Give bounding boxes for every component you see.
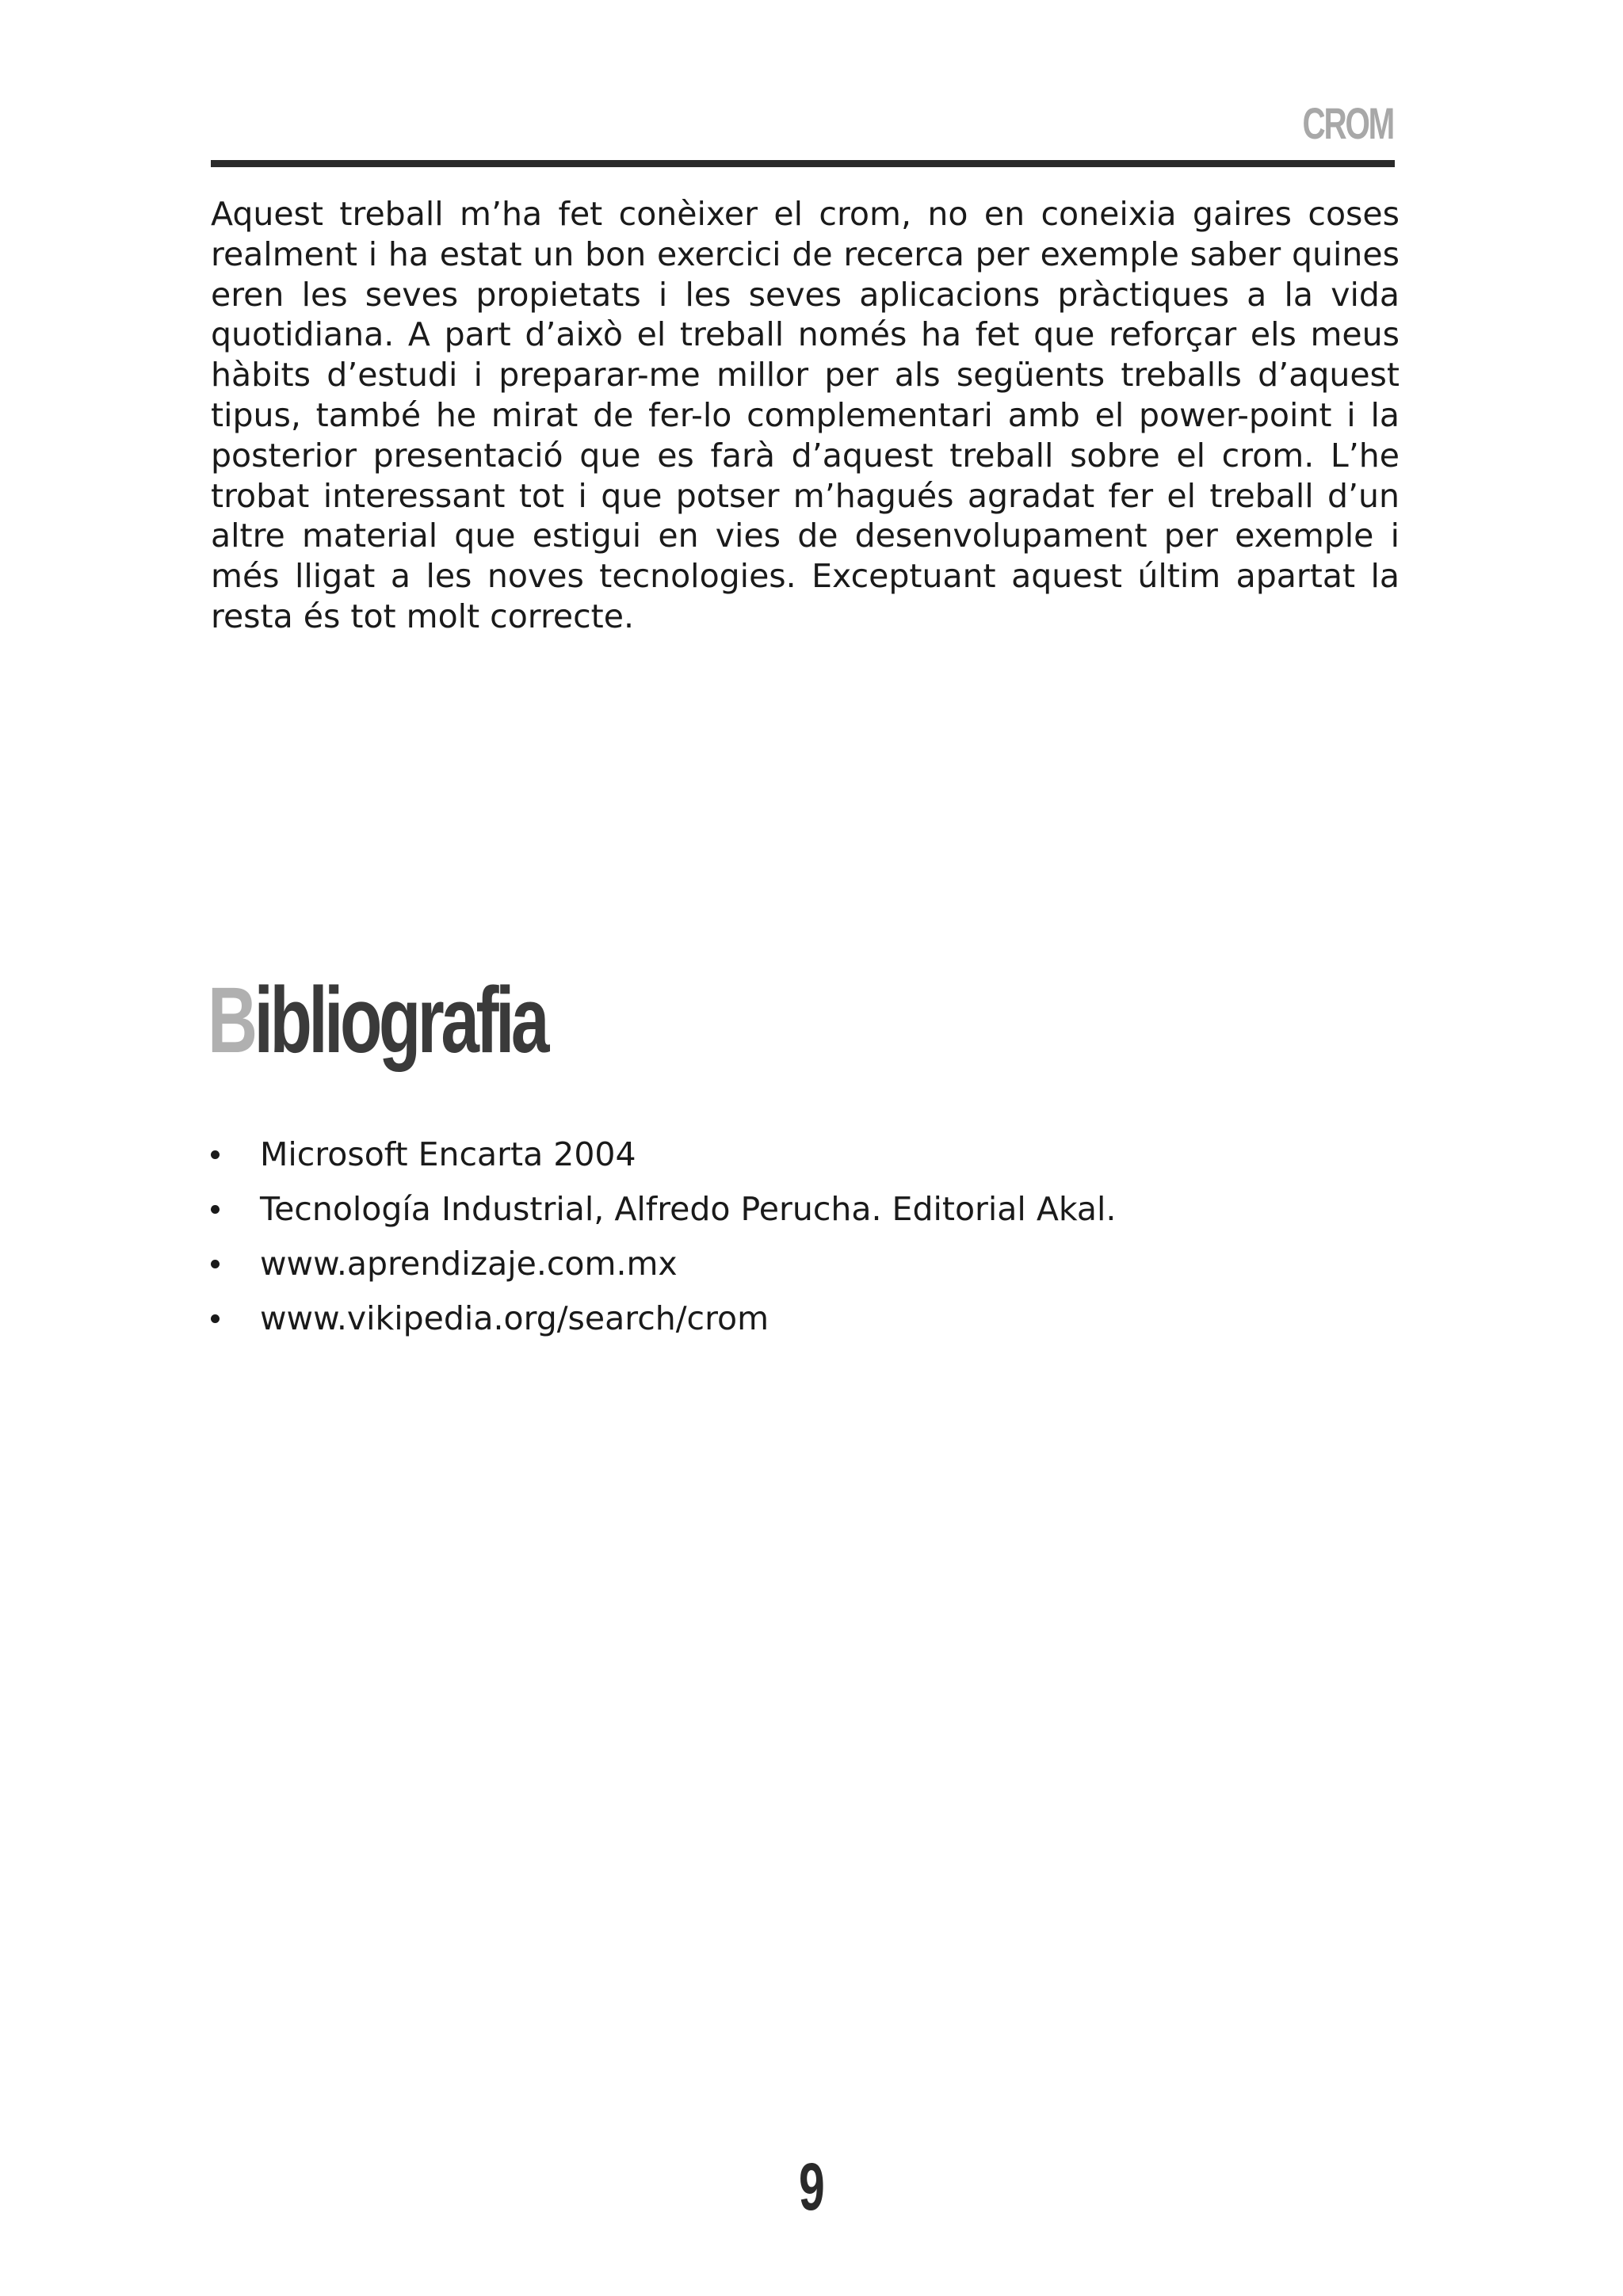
bibliography-heading-rest: ibliografia: [254, 968, 547, 1074]
bullet-icon: [211, 1150, 220, 1159]
bibliography-item: [211, 1133, 1116, 1188]
bibliography-item: [211, 1188, 1116, 1242]
running-header-title: CROM: [1302, 98, 1393, 148]
header-rule: [211, 160, 1395, 167]
bibliography-item: [211, 1242, 1116, 1297]
bibliography-item-text: www.aprendizaje.com.mx: [260, 1245, 678, 1283]
conclusion-paragraph: Aquest treball m’ha fet conèixer el crom, no en coneixia gaires coses realment i ha estat un bon exercici de recerca per exemple saber quines eren les seves propietats i les seves aplicacions pràctiques a la vida quotidiana. A part d’això el treball només ha fet que reforçar els meus hàbits d’estudi i preparar-me millor per als següents treballs d’aquest tipus, també he mirat de fer-lo complementari amb el power-point i la posterior presentació que es farà d’aquest treball sobre el crom. L’he trobat interessant tot i que potser m’hagués agradat fer el treball d’un altre material que estigui en vies de desenvolupament per exemple i més lligat a les noves tecnologies. Exceptuant aquest últim apartat la resta és tot molt correcte.: [211, 195, 1400, 635]
bibliography-list: [211, 1133, 1116, 1352]
bibliography-item-text: Tecnología Industrial, Alfredo Perucha. Editorial Akal.: [260, 1190, 1117, 1228]
bibliography-item-text: www.vikipedia.org/search/crom: [260, 1299, 769, 1337]
page-number-text: 9: [798, 2149, 825, 2224]
bullet-icon: [211, 1314, 220, 1323]
bullet-icon: [211, 1260, 220, 1268]
bibliography-heading-initial: B: [208, 968, 254, 1074]
bibliography-item-text: Microsoft Encarta 2004: [260, 1135, 636, 1173]
page-number: [0, 2149, 1623, 2224]
bibliography-heading: [208, 968, 547, 1074]
bibliography-item: [211, 1297, 1116, 1352]
bullet-icon: [211, 1205, 220, 1214]
